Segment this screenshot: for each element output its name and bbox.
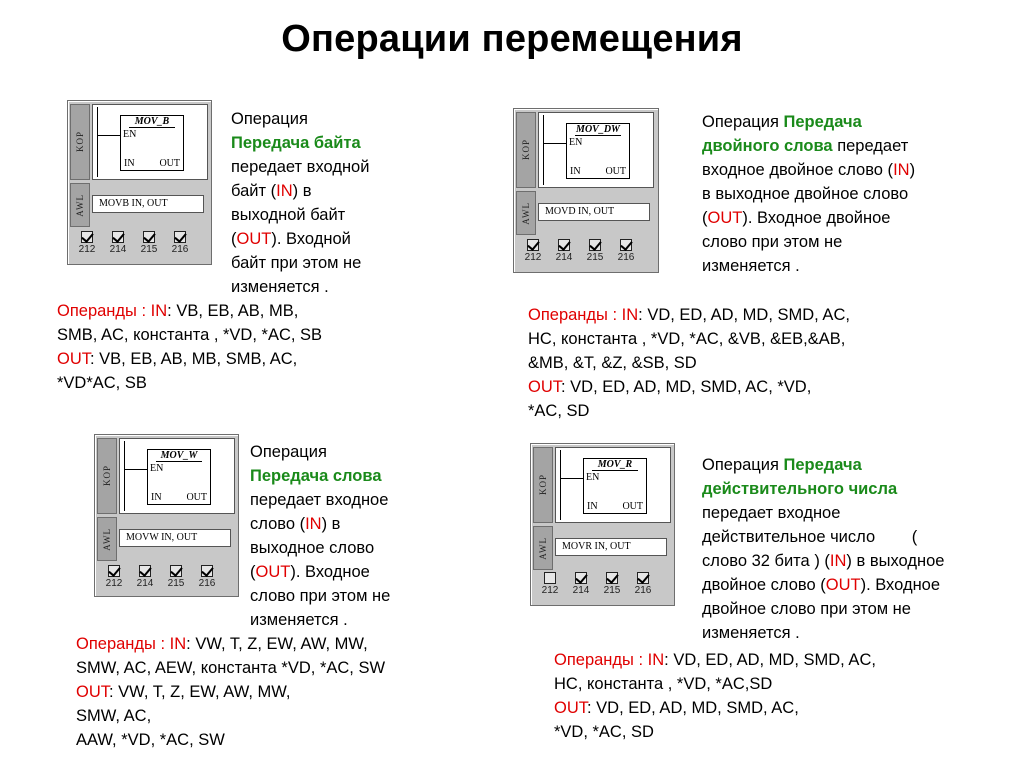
check-icon <box>170 565 182 577</box>
mov-w-operands: Операнды : IN: VW, T, Z, EW, AW, MW, SMW, AC, AEW, константа *VD, *AC, SW OUT: VW, T, Z, EW, AW, MW, SMW, AC, AAW, *VD, *AC, SW <box>76 635 386 749</box>
box-name: MOV_B <box>121 116 183 127</box>
cpu-216: 216 <box>169 231 191 255</box>
check-icon <box>81 231 93 243</box>
lad-tab[interactable]: KOP <box>516 112 536 188</box>
en-pin: EN <box>150 463 164 474</box>
mov-b-description: Операция Передача байта передает входной байт (IN) в выходной байт (OUT). Входной байт при этом не изменяется . <box>231 107 431 299</box>
operation-name: Передача <box>783 113 862 131</box>
mov-w-box[interactable] <box>147 449 211 505</box>
cpu-215: 215 <box>138 231 160 255</box>
power-rail <box>543 115 544 185</box>
lad-tab[interactable]: KOP <box>533 447 553 523</box>
operation-name: Передача слова <box>250 467 382 485</box>
out-pin: OUT <box>605 166 626 177</box>
check-icon <box>589 239 601 251</box>
cpu-214: 214 <box>107 231 129 255</box>
stl-line: MOVW IN, OUT <box>119 529 231 547</box>
lad-tab[interactable]: KOP <box>70 104 90 180</box>
stl-line: MOVR IN, OUT <box>555 538 667 556</box>
check-icon <box>620 239 632 251</box>
en-pin: EN <box>569 137 583 148</box>
check-icon <box>112 231 124 243</box>
check-icon <box>637 572 649 584</box>
stl-tab[interactable]: AWL <box>533 526 553 570</box>
cpu-215: 215 <box>584 239 606 263</box>
mov-b-panel <box>67 100 212 265</box>
in-pin: IN <box>587 501 598 512</box>
cpu-list <box>539 572 654 596</box>
cpu-212: 212 <box>539 572 561 596</box>
cpu-216: 216 <box>615 239 637 263</box>
checkbox-empty-icon <box>544 572 556 584</box>
check-icon <box>575 572 587 584</box>
check-icon <box>558 239 570 251</box>
cpu-215: 215 <box>601 572 623 596</box>
mov-dw-box[interactable] <box>566 123 630 179</box>
stl-tab[interactable]: AWL <box>516 191 536 235</box>
check-icon <box>139 565 151 577</box>
cpu-212: 212 <box>103 565 125 589</box>
stl-line: MOVD IN, OUT <box>538 203 650 221</box>
check-icon <box>174 231 186 243</box>
lad-view <box>92 104 208 180</box>
check-icon <box>143 231 155 243</box>
mov-b-box[interactable] <box>120 115 184 171</box>
en-pin: EN <box>586 472 600 483</box>
mov-r-panel <box>530 443 675 606</box>
cpu-212: 212 <box>522 239 544 263</box>
cpu-215: 215 <box>165 565 187 589</box>
box-name: MOV_DW <box>567 124 629 135</box>
lad-view <box>555 447 671 523</box>
stl-line: MOVB IN, OUT <box>92 195 204 213</box>
mov-r-box[interactable] <box>583 458 647 514</box>
en-wire <box>125 469 147 470</box>
in-pin: IN <box>570 166 581 177</box>
cpu-212: 212 <box>76 231 98 255</box>
box-name: MOV_W <box>148 450 210 461</box>
cpu-216: 216 <box>632 572 654 596</box>
check-icon <box>108 565 120 577</box>
operation-name: Передача байта <box>231 134 361 152</box>
mov-dw-operands: Операнды : IN: VD, ED, AD, MD, SMD, AC, HC, константа , *VD, *AC, &VB, &EB,&AB, &MB, &T, &Z, &SB, SD OUT: VD, ED, AD, MD, SMD, AC, *VD, *AC, SD <box>528 306 850 420</box>
in-pin: IN <box>151 492 162 503</box>
cpu-214: 214 <box>570 572 592 596</box>
page-title: Операции перемещения <box>281 18 743 60</box>
cpu-214: 214 <box>134 565 156 589</box>
en-wire <box>561 478 583 479</box>
lad-view <box>538 112 654 188</box>
out-pin: OUT <box>186 492 207 503</box>
en-wire <box>544 143 566 144</box>
box-name: MOV_R <box>584 459 646 470</box>
check-icon <box>201 565 213 577</box>
mov-dw-panel <box>513 108 659 273</box>
out-pin: OUT <box>159 158 180 169</box>
mov-r-description: Операция Передача действительного числа передает входное действительное число ( слово 32 бита ) (IN) в выходное двойное слово (OUT). Входное двойное слово при этом не изменяется . <box>702 456 945 642</box>
cpu-214: 214 <box>553 239 575 263</box>
cpu-216: 216 <box>196 565 218 589</box>
power-rail <box>560 450 561 520</box>
mov-b-operands: Операнды : IN: VB, EB, AB, MB, SMB, AC, константа , *VD, *AC, SB OUT: VB, EB, AB, MB, SMB, AC, *VD*AC, SB <box>57 302 323 392</box>
cpu-list <box>76 231 191 255</box>
mov-r-operands: Операнды : IN: VD, ED, AD, MD, SMD, AC, HC, константа , *VD, *AC,SD OUT: VD, ED, AD, MD, SMD, AC, *VD, *AC, SD <box>554 651 876 741</box>
out-pin: OUT <box>622 501 643 512</box>
cpu-list <box>522 239 637 263</box>
check-icon <box>606 572 618 584</box>
cpu-list <box>103 565 218 589</box>
stl-tab[interactable]: AWL <box>97 517 117 561</box>
mov-dw-description: Операция Передача двойного слова передает входное двойное слово (IN) в выходное двойное слово (OUT). Входное двойное слово при этом не изменяется . <box>702 113 916 275</box>
mov-w-panel <box>94 434 239 597</box>
operation-name: Передача <box>783 456 862 474</box>
mov-w-description: Операция Передача слова передает входное слово (IN) в выходное слово (OUT). Входное слово при этом не изменяется . <box>250 440 450 632</box>
power-rail <box>124 441 125 511</box>
en-wire <box>98 135 120 136</box>
power-rail <box>97 107 98 177</box>
en-pin: EN <box>123 129 137 140</box>
lad-view <box>119 438 235 514</box>
lad-tab[interactable]: KOP <box>97 438 117 514</box>
stl-tab[interactable]: AWL <box>70 183 90 227</box>
check-icon <box>527 239 539 251</box>
in-pin: IN <box>124 158 135 169</box>
